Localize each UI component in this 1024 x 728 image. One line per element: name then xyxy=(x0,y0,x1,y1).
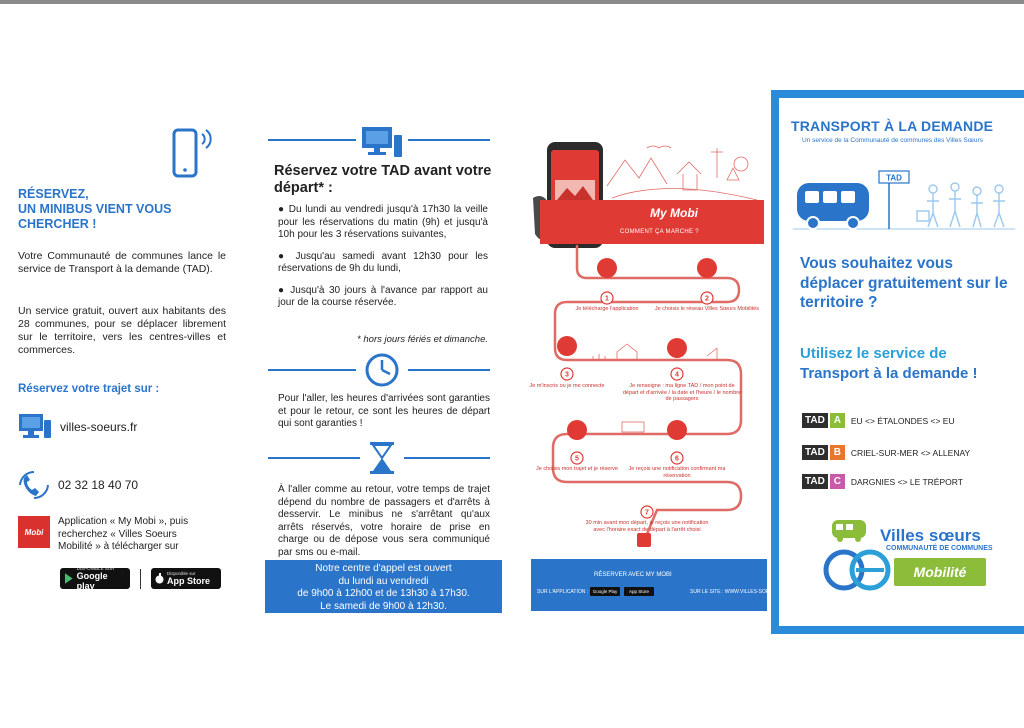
tad-title: TRANSPORT À LA DEMANDE xyxy=(791,118,994,134)
guarantee-paragraph: Pour l'aller, les heures d'arrivées sont garanties et pour le retour, ce sont les heures de départ qui sont garanties ! xyxy=(278,393,490,429)
line-letter-a: A xyxy=(830,413,845,428)
call-center-hours: Notre centre d'appel est ouvert du lundi au vendredi de 9h00 à 12h00 et de 13h30 à 17h30. Le samedi de 9h00 à 12h30. xyxy=(265,560,502,613)
app-store-mini-button[interactable]: App Store xyxy=(624,587,654,596)
service-headline: Utilisez le service de Transport à la demande ! xyxy=(800,345,978,382)
svg-text:3: 3 xyxy=(565,371,569,379)
how-it-works-label: COMMENT ÇA MARCHE ? xyxy=(620,229,699,235)
smartphone-icon xyxy=(172,126,216,182)
step-7: 30 min avant mon départ, je reçois une notification avec l'horaire exact de départ à l'arrêt choisi xyxy=(585,520,709,533)
phone-call-icon xyxy=(18,470,50,500)
divider-left xyxy=(268,369,356,371)
tad-tag: TAD xyxy=(802,445,828,460)
tad-line-c xyxy=(802,474,963,489)
apple-icon xyxy=(155,573,164,584)
tad-tag: TAD xyxy=(802,413,828,428)
my-mobi-banner-title: My Mobi xyxy=(650,206,698,220)
divider-left xyxy=(268,139,356,141)
website-row[interactable] xyxy=(18,412,137,442)
svg-text:7: 7 xyxy=(645,509,649,517)
computer-icon xyxy=(360,125,404,159)
svg-text:2: 2 xyxy=(705,295,709,303)
list-item: ● Jusqu'au samedi avant 12h30 pour les réservations de 9h du lundi, xyxy=(278,250,488,274)
phone-row[interactable] xyxy=(18,470,138,500)
divider-right xyxy=(408,139,490,141)
logo-community: COMMUNAUTÉ DE COMMUNES xyxy=(886,545,993,552)
divider-right xyxy=(408,369,490,371)
question-headline: Vous souhaitez vous déplacer gratuitement sur le territoire ? xyxy=(800,255,1008,311)
app-instructions: Application « My Mobi », puis recherchez « Villes Soeurs Mobilité » à télécharger sur xyxy=(58,516,189,552)
hourglass-icon xyxy=(364,440,400,476)
tad-line-b xyxy=(802,445,970,460)
tad-subtitle: Un service de la Communauté de communes des Villes Sœurs xyxy=(802,137,983,144)
booking-rules-list xyxy=(278,204,488,319)
travel-time-paragraph: À l'aller comme au retour, votre temps de trajet dépend du nombre de passagers et d'arrêts à desservir. Le minibus ne s'arrêtant qu'aux arrêts réservés, votre horaire de prise en charge ou de dépose vous sera communiqué par sms ou e-mail. xyxy=(278,484,490,558)
logo-name: Villes sœurs xyxy=(880,526,981,545)
svg-text:6: 6 xyxy=(675,455,679,463)
divider-right xyxy=(404,457,490,459)
phone-number[interactable]: 02 32 18 40 70 xyxy=(58,478,139,492)
tad-line-a xyxy=(802,413,955,428)
reserve-with-my-mobi-title: RÉSERVER AVEC MY MOBI xyxy=(594,572,672,578)
app-store-button[interactable]: Disponible sur App Store xyxy=(151,568,221,589)
holiday-note: * hors jours fériés et dimanche. xyxy=(357,334,488,345)
logo-mobilite: Mobilité xyxy=(894,558,986,586)
reserve-with-my-mobi-footer xyxy=(531,559,767,611)
book-label: Réservez votre trajet sur : xyxy=(18,383,160,395)
line-route: DARGNIES <> LE TRÉPORT xyxy=(850,476,963,487)
on-app-label: SUR L'APPLICATION : xyxy=(537,589,589,595)
panel2-title: Réservez votre TAD avant votre départ* : xyxy=(274,163,492,196)
line-letter-b: B xyxy=(830,445,845,460)
tad-tag: TAD xyxy=(802,474,828,489)
svg-text:1: 1 xyxy=(605,295,609,303)
on-site-label[interactable]: SUR LE SITE : WWW.VILLES-SOEURS.FR xyxy=(690,589,788,595)
my-mobi-logo: Mobi xyxy=(18,516,50,548)
app-row xyxy=(18,516,208,554)
list-item: ● Jusqu'à 30 jours à l'avance par rapport au jour de la course réservée. xyxy=(278,284,488,308)
line-route: EU <> ÉTALONDES <> EU xyxy=(850,415,955,426)
store-badges xyxy=(60,568,221,589)
intro-paragraph: Votre Communauté de communes lance le service de Transport à la demande (TAD). xyxy=(18,250,226,275)
google-play-button[interactable]: DISPONIBLE SUR Google play xyxy=(60,568,130,589)
list-item: ● Du lundi au vendredi jusqu'à 17h30 la veille pour les réservations du matin (9h) et jusqu'à 10h pour les 3 réservations suivantes, xyxy=(278,204,488,240)
step-3: Je m'inscris ou je me connecte xyxy=(529,383,605,389)
top-border xyxy=(0,0,1024,4)
divider-left xyxy=(268,457,360,459)
line-route: CRIEL-SUR-MER <> ALLENAY xyxy=(850,447,971,458)
tad-sign: TAD xyxy=(886,173,902,183)
service-paragraph: Un service gratuit, ouvert aux habitants des 28 communes, pour se déplacer librement sur le territoire, vers les centres-villes et commerces. xyxy=(18,305,226,356)
clock-icon xyxy=(360,352,404,388)
google-play-icon xyxy=(64,573,74,584)
svg-text:4: 4 xyxy=(675,371,679,379)
line-letter-c: C xyxy=(830,474,845,489)
step-2: Je choisis le réseau Villes Sœurs Mobilités xyxy=(654,306,760,312)
store-separator xyxy=(140,569,141,589)
step-1: Je télécharge l'application xyxy=(575,306,639,312)
computer-icon xyxy=(18,412,52,442)
svg-text:5: 5 xyxy=(575,455,579,463)
step-6: Je reçois une notification confirmant ma réservation xyxy=(628,466,726,479)
google-play-mini-button[interactable]: Google Play xyxy=(590,587,620,596)
step-4: Je renseigne : ma ligne TAD / mon point de départ et d'arrivée / la date et l'heure / le nombre de passagers xyxy=(622,383,742,402)
website-link[interactable]: villes-soeurs.fr xyxy=(60,420,138,434)
panel1-title: RÉSERVEZ, UN MINIBUS VIENT VOUS CHERCHER ! xyxy=(18,187,172,231)
minibus-illustration xyxy=(793,167,1015,235)
step-5: Je choisis mon trajet et je réserve xyxy=(536,466,618,472)
